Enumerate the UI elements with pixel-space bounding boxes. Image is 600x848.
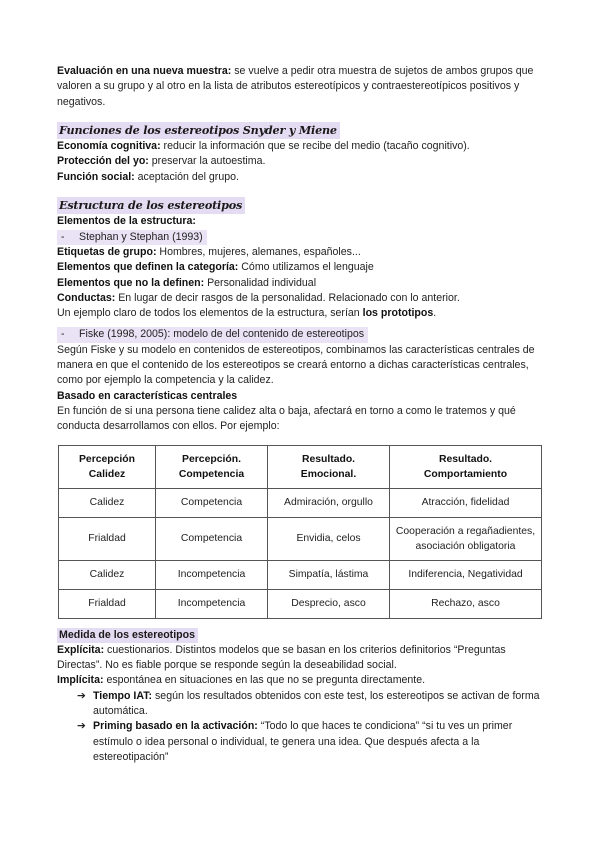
estructura-item-label: Elementos que definen la categoría:	[57, 261, 239, 274]
estructura-item-label: Elementos que no la definen:	[57, 276, 205, 289]
bullet-highlight	[57, 327, 368, 342]
table-cell: Rechazo, asco	[390, 589, 542, 618]
arrow-list	[77, 689, 547, 765]
intro-label: Evaluación en una nueva muestra:	[57, 65, 232, 77]
explicita-paragraph	[57, 643, 547, 674]
table-cell: Incompetencia	[156, 589, 268, 618]
explicita-text: cuestionarios. Distintos modelos que se basan en los criterios definitorios “Preguntas Directas”. No es fiable porque se responde según la deseabilidad social.	[57, 643, 506, 672]
dash-icon: -	[61, 328, 65, 341]
table-row	[59, 517, 542, 560]
funciones-item	[57, 154, 547, 169]
implicita-paragraph	[57, 673, 547, 688]
funciones-item-label: Protección del yo:	[57, 155, 149, 168]
section-funciones	[57, 122, 547, 185]
medida-heading: Medida de los estereotipos	[57, 628, 198, 643]
table-cell: Calidez	[59, 560, 156, 589]
table-cell: Simpatía, lástima	[268, 560, 390, 589]
table-cell: Admiración, orgullo	[268, 488, 390, 517]
table-cell: Indiferencia, Negatividad	[390, 560, 542, 589]
table-cell: Frialdad	[59, 517, 156, 560]
arrow-right-icon: ➔	[77, 689, 86, 702]
table-header: Percepción. Competencia	[156, 445, 268, 488]
table-header: Resultado. Emocional.	[268, 445, 390, 488]
document-page	[57, 64, 547, 765]
bullet-fiske	[57, 327, 547, 342]
table-row	[59, 488, 542, 517]
dash-icon: -	[61, 230, 65, 243]
funciones-item-text: aceptación del grupo.	[134, 170, 239, 183]
table-row	[59, 560, 542, 589]
table-header-row	[59, 445, 542, 488]
example-bold: los prototipos	[362, 307, 434, 320]
estructura-item-label: Etiquetas de grupo:	[57, 245, 157, 258]
estructura-item	[57, 245, 547, 260]
funciones-heading: Funciones de los estereotipos Snyder y Miene	[57, 122, 340, 139]
arrow-item-body: según los resultados obtenidos con este test, los estereotipos se activan de forma automática.	[93, 689, 540, 718]
table-header: Resultado. Comportamiento	[390, 445, 542, 488]
funciones-item-label: Economía cognitiva:	[57, 140, 161, 153]
bullet-stephan	[57, 230, 547, 245]
table-header: Percepción Calidez	[59, 445, 156, 488]
section-medida	[57, 628, 547, 766]
arrow-item	[77, 689, 547, 720]
table-cell: Envidia, celos	[268, 517, 390, 560]
stereotype-table	[58, 445, 542, 619]
bullet-highlight	[57, 230, 207, 245]
section-estructura	[57, 197, 547, 434]
bullet-text: Stephan y Stephan (1993)	[79, 230, 203, 243]
arrow-item	[77, 719, 547, 765]
table-row	[59, 589, 542, 618]
arrow-item-label: Tiempo IAT:	[93, 689, 153, 702]
arrow-item-text	[93, 689, 547, 720]
estructura-item-text: Cómo utilizamos el lenguaje	[238, 261, 374, 274]
estructura-item-text: Hombres, mujeres, alemanes, españoles...	[156, 245, 361, 258]
intro-paragraph	[57, 64, 547, 110]
table-cell: Incompetencia	[156, 560, 268, 589]
table-cell: Frialdad	[59, 589, 156, 618]
table-cell: Cooperación a regañadientes, asociación obligatoria	[390, 517, 542, 560]
arrow-item-label: Priming basado en la activación:	[93, 720, 258, 733]
bullet-text: Fiske (1998, 2005): modelo de del contenido de estereotipos	[79, 328, 365, 341]
example-end: .	[433, 307, 437, 320]
estructura-heading: Estructura de los estereotipos	[57, 197, 245, 214]
arrow-item-text	[93, 719, 547, 765]
estructura-item	[57, 276, 547, 291]
estructura-item	[57, 260, 547, 275]
intro-text: se vuelve a pedir otra muestra de sujetos de ambos grupos que valoren a su grupo y al otro en la lista de atributos estereotípicos y contraestereotípicos positivos y negativos.	[57, 65, 534, 108]
prototipos-sentence	[57, 306, 547, 321]
explicita-label: Explícita:	[57, 643, 105, 656]
central-heading	[57, 389, 547, 404]
estructura-item-text: Personalidad individual	[204, 276, 317, 289]
implicita-text: espontánea en situaciones en las que no se pregunta directamente.	[103, 674, 426, 687]
arrow-right-icon: ➔	[77, 720, 86, 733]
table-cell: Calidez	[59, 488, 156, 517]
example-text: Un ejemplo claro de todos los elementos de la estructura, serían	[57, 307, 363, 320]
central-paragraph: En función de si una persona tiene calidez alta o baja, afectará en torno a como le tratemos y qué conducta desarrollamos con ellos. Por ejemplo:	[57, 404, 516, 433]
funciones-item-text: preservar la autoestima.	[148, 155, 266, 168]
estructura-item-label: Conductas:	[57, 291, 116, 304]
estructura-subheading	[57, 214, 547, 229]
implicita-label: Implícita:	[57, 674, 104, 687]
estructura-item	[57, 291, 547, 306]
table-cell: Desprecio, asco	[268, 589, 390, 618]
table-cell: Competencia	[156, 517, 268, 560]
funciones-item-label: Función social:	[57, 170, 135, 183]
estructura-subheading-text: Elementos de la estructura:	[57, 215, 196, 228]
arrow-item-body: “Todo lo que haces te condiciona” “si tu ves un primer estímulo o idea personal o individual, te genera una idea. Que después afecta a la estereotipación”	[93, 720, 513, 763]
table-cell: Competencia	[156, 488, 268, 517]
estructura-item-text: En lugar de decir rasgos de la personalidad. Relacionado con lo anterior.	[115, 291, 460, 304]
central-heading-text: Basado en características centrales	[57, 389, 238, 402]
funciones-item-text: reducir la información que se recibe del medio (tacaño cognitivo).	[160, 140, 470, 153]
funciones-item	[57, 139, 547, 154]
funciones-item	[57, 170, 547, 185]
fiske-paragraph: Según Fiske y su modelo en contenidos de estereotipos, combinamos las características centrales de manera en que el contenido de los estereotipos se creará entorno a dichas características centrales, como por ejemplo la competencia y la calidez.	[57, 343, 535, 387]
table-cell: Atracción, fidelidad	[390, 488, 542, 517]
